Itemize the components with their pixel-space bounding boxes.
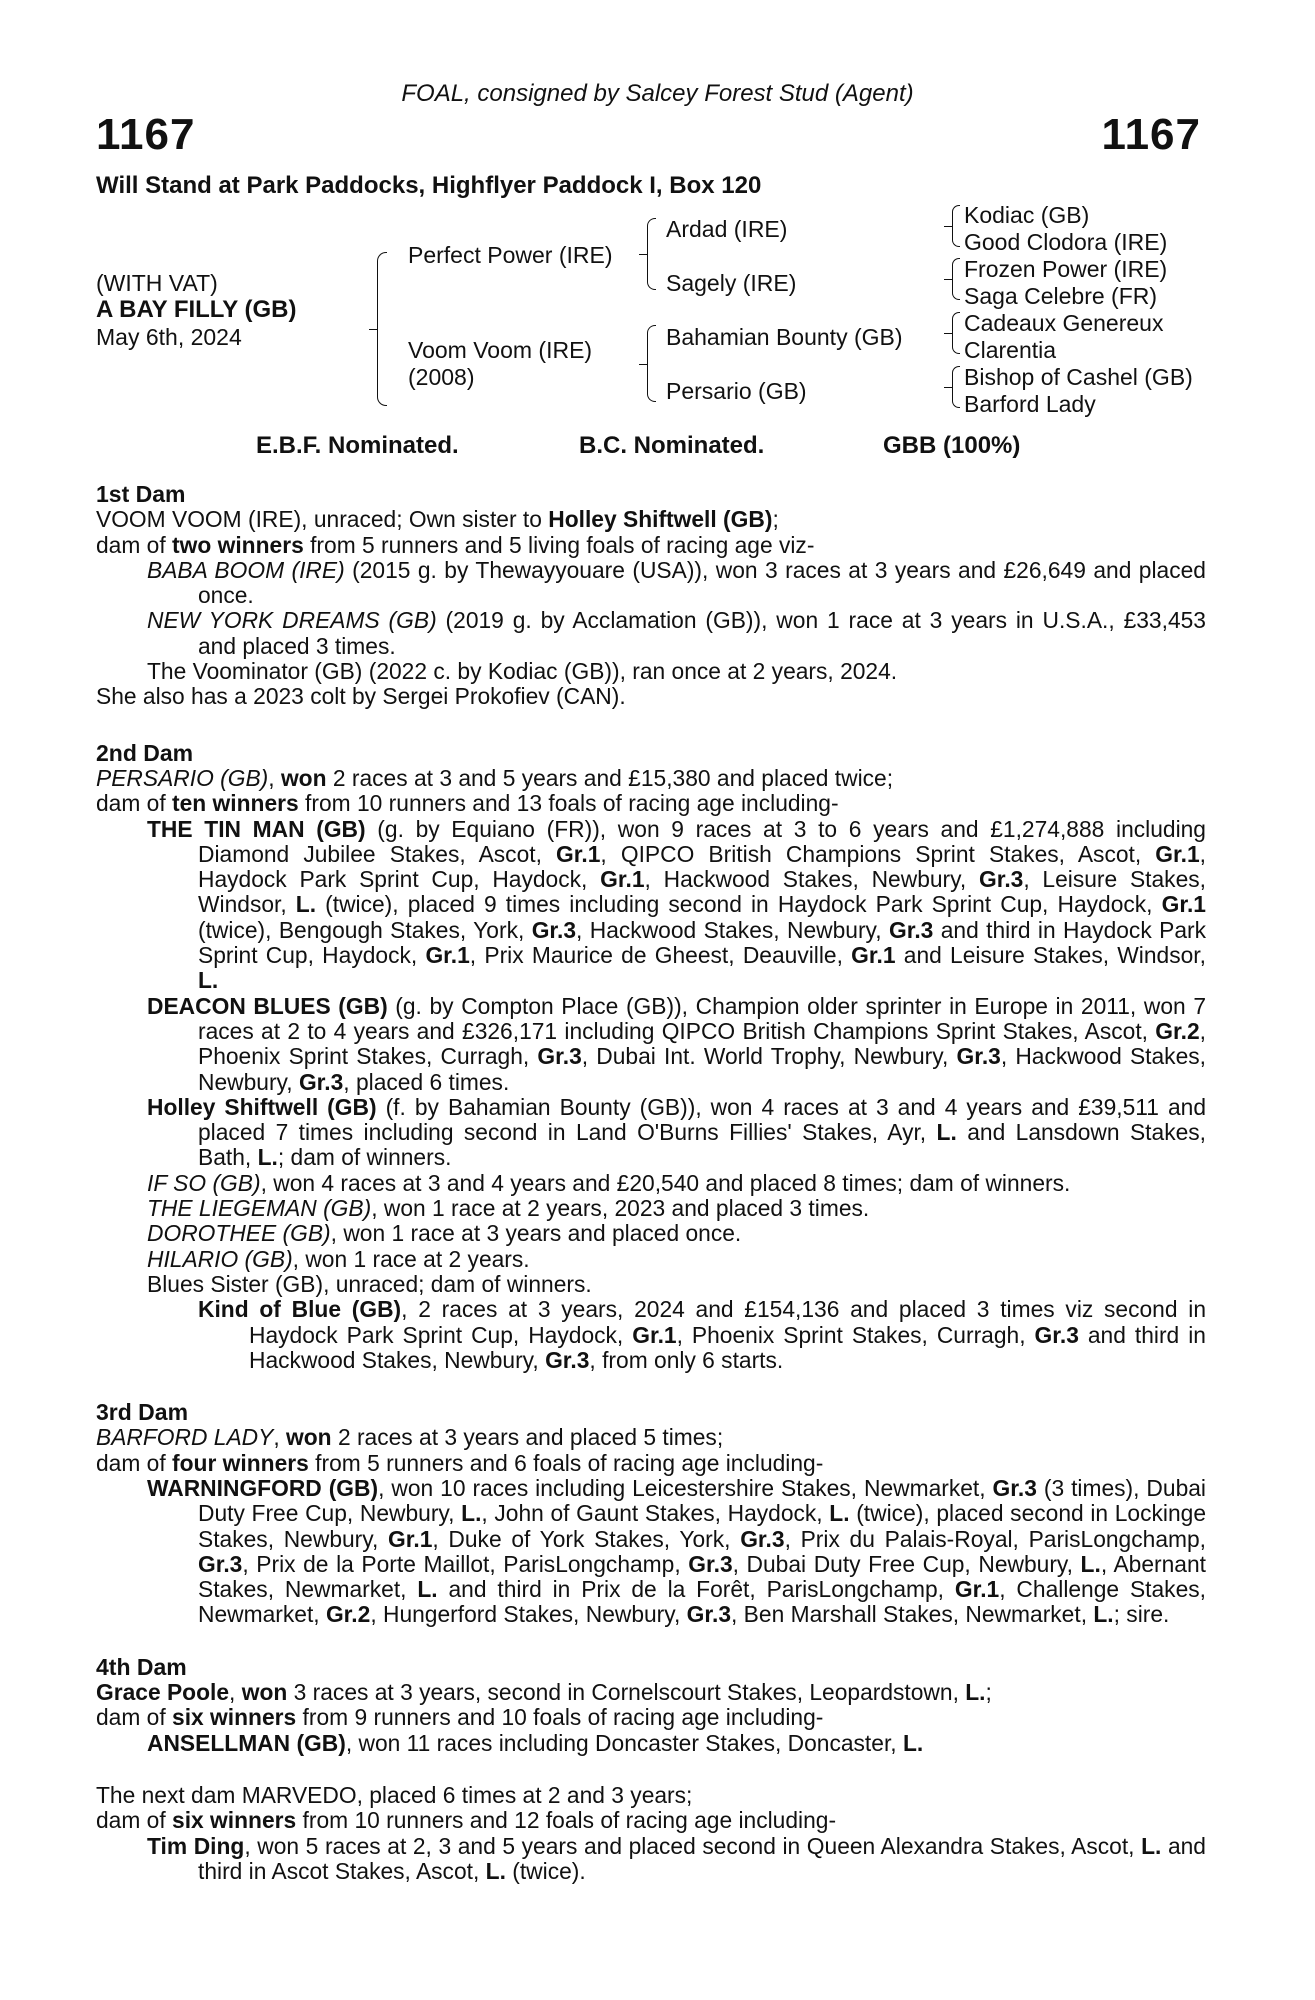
produce-entry: The Voominator (GB) (2022 c. by Kodiac (GB)), ran once at 2 years, 2024.: [147, 658, 898, 685]
dam-year: (2008): [408, 364, 475, 390]
dam3-produce-line: dam of four winners from 5 runners and 6 foals of racing age including-: [96, 1449, 824, 1476]
dam-name: Voom Voom (IRE): [408, 337, 593, 363]
produce-entry: DOROTHEE (GB), won 1 race at 3 years and placed once.: [147, 1220, 742, 1247]
dam2-produce-line: dam of ten winners from 10 runners and 13 foals of racing age including-: [96, 790, 839, 817]
produce-entry: Blues Sister (GB), unraced; dam of winners.: [147, 1270, 592, 1297]
stand-location: Will Stand at Park Paddocks, Highflyer Paddock I, Box 120: [96, 172, 762, 199]
horse-name: A BAY FILLY (GB): [96, 296, 297, 323]
sds-name: Frozen Power (IRE): [964, 256, 1168, 282]
catalogue-body: [96, 482, 1206, 1884]
dam3-line: BARFORD LADY, won 2 races at 3 years and placed 5 times;: [96, 1424, 724, 1451]
lot-number-left: 1167: [96, 110, 196, 159]
dam4-produce-line: dam of six winners from 9 runners and 10 foals of racing age including-: [96, 1704, 824, 1731]
produce-entry: ANSELLMAN (GB), won 11 races including Doncaster Stakes, Doncaster, L.: [147, 1729, 924, 1756]
brace-dd: [952, 366, 960, 408]
sdd-name: Saga Celebre (FR): [964, 283, 1158, 309]
section-heading-2nd-dam: 2nd Dam: [96, 739, 194, 766]
produce-entry: DEACON BLUES (GB) (g. by Compton Place (GB)), Champion older sprinter in Europe in 2011, won 7 races at 2 to 4 years and £326,171 including QIPCO British Champions Sprint Stakes, Ascot, Gr.2, Phoenix Sprint Stakes, Curragh, Gr.3, Dubai Int. World Trophy, Newbury, Gr.3, Hackwood Stakes, Newbury, Gr.3, placed 6 times.: [147, 992, 1206, 1095]
section-heading-4th-dam: 4th Dam: [96, 1653, 187, 1680]
produce-entry: IF SO (GB), won 4 races at 3 and 4 years and £20,540 and placed 8 times; dam of winners.: [147, 1169, 1071, 1196]
vat-label: (WITH VAT): [96, 270, 218, 296]
produce-entry: HILARIO (GB), won 1 race at 2 years.: [147, 1245, 530, 1272]
dam1-produce-line: dam of two winners from 5 runners and 5 living foals of racing age viz-: [96, 531, 815, 558]
dds-name: Bishop of Cashel (GB): [964, 364, 1193, 390]
ddd-name: Barford Lady: [964, 391, 1096, 417]
produce-entry: Kind of Blue (GB), 2 races at 3 years, 2024 and £154,136 and placed 3 times viz second in Haydock Park Sprint Cup, Haydock, Gr.1, Phoenix Sprint Stakes, Curragh, Gr.3 and third in Hackwood Stakes, Newbury, Gr.3, from only 6 starts.: [198, 1296, 1206, 1373]
produce-entry: THE TIN MAN (GB) (g. by Equiano (FR)), won 9 races at 3 to 6 years and £1,274,888 including Diamond Jubilee Stakes, Ascot, Gr.1, QIPCO British Champions Sprint Stakes, Ascot, Gr.1, Haydock Park Sprint Cup, Haydock, Gr.1, Hackwood Stakes, Newbury, Gr.3, Leisure Stakes, Windsor, L. (twice), placed 9 times including second in Haydock Park Sprint Cup, Haydock, Gr.1 (twice), Bengough Stakes, York, Gr.3, Hackwood Stakes, Newbury, Gr.3 and third in Haydock Park Sprint Cup, Haydock, Gr.1, Prix Maurice de Gheest, Deauville, Gr.1 and Leisure Stakes, Windsor, L.: [147, 815, 1206, 994]
lot-number-right: 1167: [1101, 110, 1201, 159]
section-heading-3rd-dam: 3rd Dam: [96, 1399, 189, 1426]
produce-entry: BABA BOOM (IRE) (2015 g. by Thewayyouare (USA)), won 3 races at 3 years and £26,649 and placed once.: [147, 556, 1206, 609]
brace-ss: [952, 205, 960, 247]
dam2-line: PERSARIO (GB), won 2 races at 3 and 5 years and £15,380 and placed twice;: [96, 764, 894, 791]
brace-ds: [952, 312, 960, 354]
brace-dam: [647, 325, 656, 402]
dsd-name: Clarentia: [964, 337, 1057, 363]
produce-entry: Holley Shiftwell (GB) (f. by Bahamian Bounty (GB)), won 4 races at 3 and 4 years and £39,511 and placed 7 times including second in Land O'Burns Fillies' Stakes, Ayr, L. and Lansdown Stakes, Bath, L.; dam of winners.: [147, 1093, 1207, 1171]
gbb-rating: GBB (100%): [883, 432, 1021, 459]
next-dam-line: The next dam MARVEDO, placed 6 times at 2 and 3 years;: [96, 1781, 693, 1808]
sd-name: Sagely (IRE): [666, 270, 797, 296]
dd-name: Persario (GB): [666, 378, 807, 404]
produce-entry: WARNINGFORD (GB), won 10 races including Leicestershire Stakes, Newmarket, Gr.3 (3 times), Dubai Duty Free Cup, Newbury, L., John of Gaunt Stakes, Haydock, L. (twice), placed second in Lockinge Stakes, Newbury, Gr.1, Duke of York Stakes, York, Gr.3, Prix du Palais-Royal, ParisLongchamp, Gr.3, Prix de la Porte Maillot, ParisLongchamp, Gr.3, Dubai Duty Free Cup, Newbury, L., Abernant Stakes, Newmarket, L. and third in Prix de la Forêt, ParisLongchamp, Gr.1, Challenge Stakes, Newmarket, Gr.2, Hungerford Stakes, Newbury, Gr.3, Ben Marshall Stakes, Newmarket, L.; sire.: [147, 1474, 1206, 1628]
section-heading-1st-dam: 1st Dam: [96, 481, 186, 507]
produce-entry: Tim Ding, won 5 races at 2, 3 and 5 years and placed second in Queen Alexandra Stakes, Ascot, L. and third in Ascot Stakes, Ascot, L. (twice).: [147, 1832, 1206, 1884]
ebf-nominated: E.B.F. Nominated.: [256, 432, 459, 459]
produce-entry: THE LIEGEMAN (GB), won 1 race at 2 years, 2023 and placed 3 times.: [147, 1195, 870, 1222]
sire-name: Perfect Power (IRE): [408, 242, 613, 268]
produce-entry: NEW YORK DREAMS (GB) (2019 g. by Acclamation (GB)), won 1 race at 3 years in U.S.A., £33,453 and placed 3 times.: [147, 607, 1206, 659]
dam4-line: Grace Poole, won 3 races at 3 years, second in Cornelscourt Stakes, Leopardstown, L.;: [96, 1679, 992, 1706]
ss-name: Ardad (IRE): [666, 216, 788, 242]
dam1-line: VOOM VOOM (IRE), unraced; Own sister to Holley Shiftwell (GB);: [96, 506, 779, 533]
ds-name: Bahamian Bounty (GB): [666, 324, 903, 350]
foaling-date: May 6th, 2024: [96, 324, 242, 350]
bc-nominated: B.C. Nominated.: [579, 432, 765, 459]
ssd-name: Good Clodora (IRE): [964, 229, 1168, 255]
produce-note: She also has a 2023 colt by Sergei Prokofiev (CAN).: [96, 683, 626, 710]
brace-main: [377, 252, 387, 406]
dss-name: Cadeaux Genereux: [964, 310, 1164, 336]
consignor-line: FOAL, consigned by Salcey Forest Stud (Agent): [401, 80, 914, 107]
next-dam-produce-line: dam of six winners from 10 runners and 12 foals of racing age including-: [96, 1807, 837, 1834]
brace-sd: [952, 258, 960, 300]
brace-sire: [647, 218, 656, 290]
sss-name: Kodiac (GB): [964, 202, 1090, 228]
